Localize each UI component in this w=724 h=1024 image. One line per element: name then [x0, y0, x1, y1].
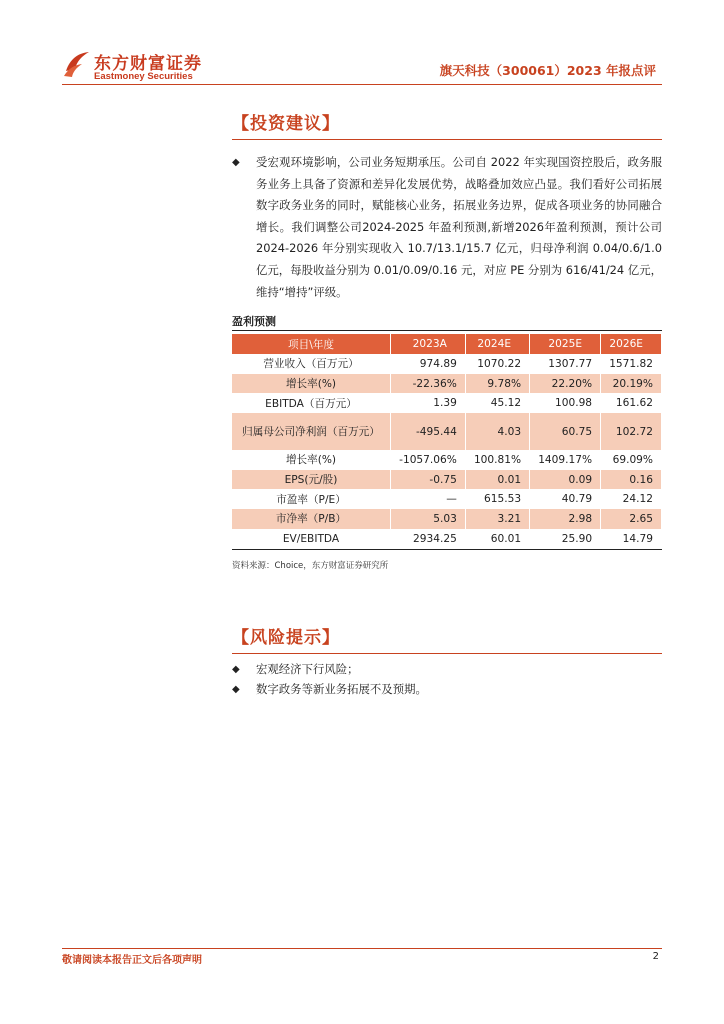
investment-advice-title: 【投资建议】	[232, 114, 340, 134]
row-label: 增长率(%)	[232, 450, 391, 470]
risk-bullet	[232, 679, 662, 701]
diamond-bullet-icon: ◆	[232, 157, 240, 168]
table-row	[232, 470, 662, 490]
table-cell: 14.79	[601, 529, 662, 549]
table-cell: 161.62	[601, 393, 662, 413]
table-cell: 102.72	[601, 413, 662, 450]
footer-divider	[62, 948, 662, 949]
risk-item: 数字政务等新业务拓展不及预期。	[256, 682, 427, 696]
header-divider	[62, 84, 662, 85]
row-label: 归属母公司净利润（百万元）	[232, 413, 391, 450]
table-cell: 22.20%	[530, 374, 601, 394]
investment-bullet	[232, 152, 662, 303]
table-cell: -0.75	[391, 470, 466, 490]
table-cell: 0.09	[530, 470, 601, 490]
row-label: EPS(元/股)	[232, 470, 391, 490]
table-cell: 24.12	[601, 489, 662, 509]
table-cell: 100.98	[530, 393, 601, 413]
logo-english-name: Eastmoney Securities	[94, 71, 193, 82]
table-cell: —	[391, 489, 466, 509]
caption-divider	[232, 330, 662, 331]
table-header-row	[232, 334, 662, 354]
table-cell: 2.65	[601, 509, 662, 529]
table-row	[232, 374, 662, 394]
logo-chinese-name: 东方财富证券	[94, 54, 202, 74]
disclaimer-notice: 敬请阅读本报告正文后各项声明	[62, 955, 202, 966]
table-cell: 60.01	[465, 529, 529, 549]
table-cell: 5.03	[391, 509, 466, 529]
row-label: 营业收入（百万元）	[232, 354, 391, 374]
risk-title: 【风险提示】	[232, 628, 340, 648]
table-cell: 974.89	[391, 354, 466, 374]
header-cell: 2024E	[465, 334, 529, 354]
row-label: 市净率（P/B）	[232, 509, 391, 529]
table-cell: 2.98	[530, 509, 601, 529]
table-cell: 3.21	[465, 509, 529, 529]
row-label: 市盈率（P/E）	[232, 489, 391, 509]
table-row	[232, 529, 662, 549]
forecast-table-caption: 盈利预测	[232, 315, 276, 328]
investment-title-divider	[232, 139, 662, 140]
table-row	[232, 393, 662, 413]
table-cell: 45.12	[465, 393, 529, 413]
table-row	[232, 450, 662, 470]
table-cell: 1307.77	[530, 354, 601, 374]
table-row	[232, 413, 662, 450]
table-cell: 1571.82	[601, 354, 662, 374]
table-cell: 69.09%	[601, 450, 662, 470]
table-cell: 4.03	[465, 413, 529, 450]
row-label: EV/EBITDA	[232, 529, 391, 549]
diamond-bullet-icon: ◆	[232, 664, 240, 675]
risk-bullet	[232, 659, 662, 681]
table-cell: 40.79	[530, 489, 601, 509]
table-cell: 100.81%	[465, 450, 529, 470]
table-cell: 2934.25	[391, 529, 466, 549]
investment-paragraph: 受宏观环境影响，公司业务短期承压。公司自 2022 年实现国资控股后，政务服务业务上具备了资源和差异化发展优势，战略叠加效应凸显。我们看好公司拓展数字政务业务的同时，赋能核心业务，拓展业务边界，促成各项业务的协同融合增长。我们调整公司2024-2025 年盈利预测,新增2026年盈利预测，预计公司 2024-2026 年分别实现收入 10.7/13.1/15.7 亿元，归母净利润 0.04/0.6/1.0 亿元，每股收益分别为 0.01/0.09/0.16 元，对应 PE 分别为 616/41/24 亿元，维持“增持”评级。	[256, 155, 662, 299]
table-cell: 1409.17%	[530, 450, 601, 470]
earnings-forecast-table	[232, 334, 662, 550]
table-cell: -22.36%	[391, 374, 466, 394]
table-row	[232, 509, 662, 529]
eastmoney-logo-icon	[62, 49, 92, 79]
table-cell: -1057.06%	[391, 450, 466, 470]
header-cell: 2025E	[530, 334, 601, 354]
report-title: 旗天科技（300061）2023 年报点评	[439, 63, 656, 78]
table-cell: -495.44	[391, 413, 466, 450]
table-row	[232, 489, 662, 509]
header-cell: 项目\年度	[232, 334, 391, 354]
table-cell: 9.78%	[465, 374, 529, 394]
table-cell: 1070.22	[465, 354, 529, 374]
table-row	[232, 354, 662, 374]
row-label: EBITDA（百万元）	[232, 393, 391, 413]
row-label: 增长率(%)	[232, 374, 391, 394]
company-logo	[62, 47, 202, 87]
table-cell: 1.39	[391, 393, 466, 413]
table-cell: 25.90	[530, 529, 601, 549]
risk-title-divider	[232, 653, 662, 654]
header-cell: 2026E	[601, 334, 662, 354]
page-number: 2	[652, 951, 659, 962]
table-cell: 60.75	[530, 413, 601, 450]
table-cell: 0.01	[465, 470, 529, 490]
risk-item: 宏观经济下行风险；	[256, 662, 359, 676]
table-cell: 0.16	[601, 470, 662, 490]
diamond-bullet-icon: ◆	[232, 684, 240, 695]
table-cell: 615.53	[465, 489, 529, 509]
table-cell: 20.19%	[601, 374, 662, 394]
header-cell: 2023A	[391, 334, 466, 354]
data-source-note: 资料来源：Choice，东方财富证券研究所	[232, 561, 389, 571]
